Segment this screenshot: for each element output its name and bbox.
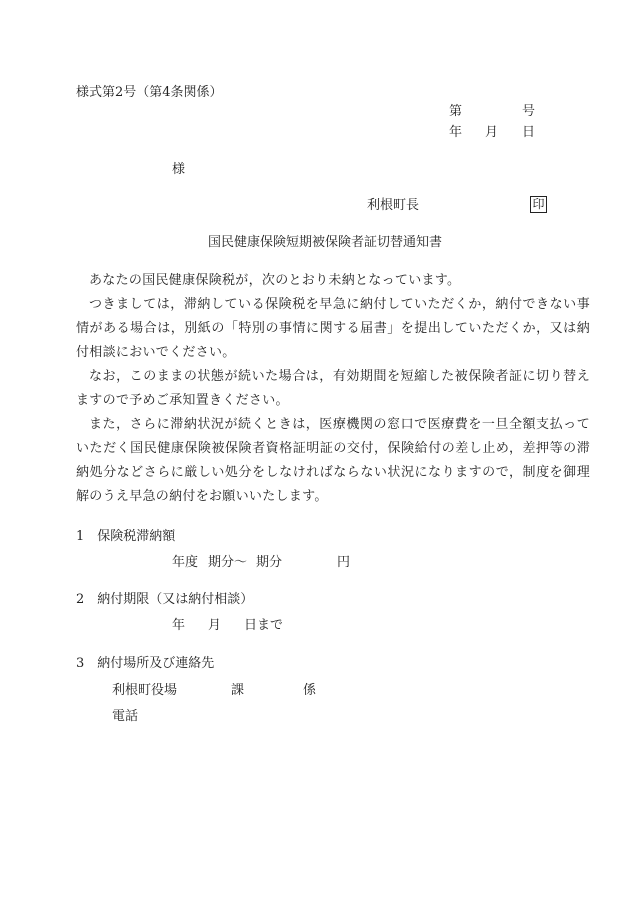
- body-paragraph-2: つきましては，滞納している保険税を早急に納付していただくか，納付できない事情がある場合は，別紙の「特別の事情に関する届書」を提出していただくか，又は納付相談においでください。: [76, 297, 590, 360]
- body-paragraph-1: あなたの国民健康保険税が，次のとおり未納となっています。: [89, 273, 461, 288]
- doc-number-go: 号: [522, 104, 536, 119]
- body-paragraph-3: なお，このままの状態が続いた場合は，有効期間を短縮した被保険者証に切り替えますので予めご承知置きください。: [76, 369, 590, 408]
- section2-until: 日まで: [244, 618, 284, 633]
- document-title: 国民健康保険短期被保険者証切替通知書: [208, 235, 443, 250]
- section1-heading: 1 保険税滞納額: [76, 529, 176, 544]
- issuer: 利根町長: [367, 198, 420, 213]
- section1-nendo: 年度: [172, 555, 199, 570]
- section3-heading: 3 納付場所及び連絡先: [76, 656, 215, 671]
- section2-month: 月: [208, 618, 222, 633]
- addressee-suffix: 様: [172, 162, 186, 177]
- date-day: 日: [522, 125, 536, 140]
- section2-heading: 2 納付期限（又は納付相談）: [76, 592, 254, 607]
- doc-number-dai: 第: [449, 104, 463, 119]
- section3-kakari: 係: [303, 683, 317, 698]
- date-year: 年: [449, 125, 463, 140]
- section1-kibun-to: 期分: [256, 555, 283, 570]
- section3-phone: 電話: [112, 709, 139, 724]
- section3-ka: 課: [231, 683, 245, 698]
- form-number: 様式第2号（第4条関係）: [76, 85, 223, 100]
- date-month: 月: [485, 125, 499, 140]
- section1-yen: 円: [337, 555, 351, 570]
- section2-year: 年: [172, 618, 186, 633]
- seal-mark: 印: [530, 196, 547, 213]
- body-paragraph-4: また，さらに滞納状況が続くときは，医療機関の窓口で医療費を一旦全額支払っていただく国民健康保険被保険者資格証明証の交付，保険給付の差し止め，差押等の滞納処分などさらに厳しい処分をしなければならない状況になりますので，制度を御理解のうえ早急の納付をお願いいたします。: [76, 417, 590, 504]
- section1-kibun-from: 期分〜: [208, 555, 248, 570]
- section3-office: 利根町役場: [112, 683, 178, 698]
